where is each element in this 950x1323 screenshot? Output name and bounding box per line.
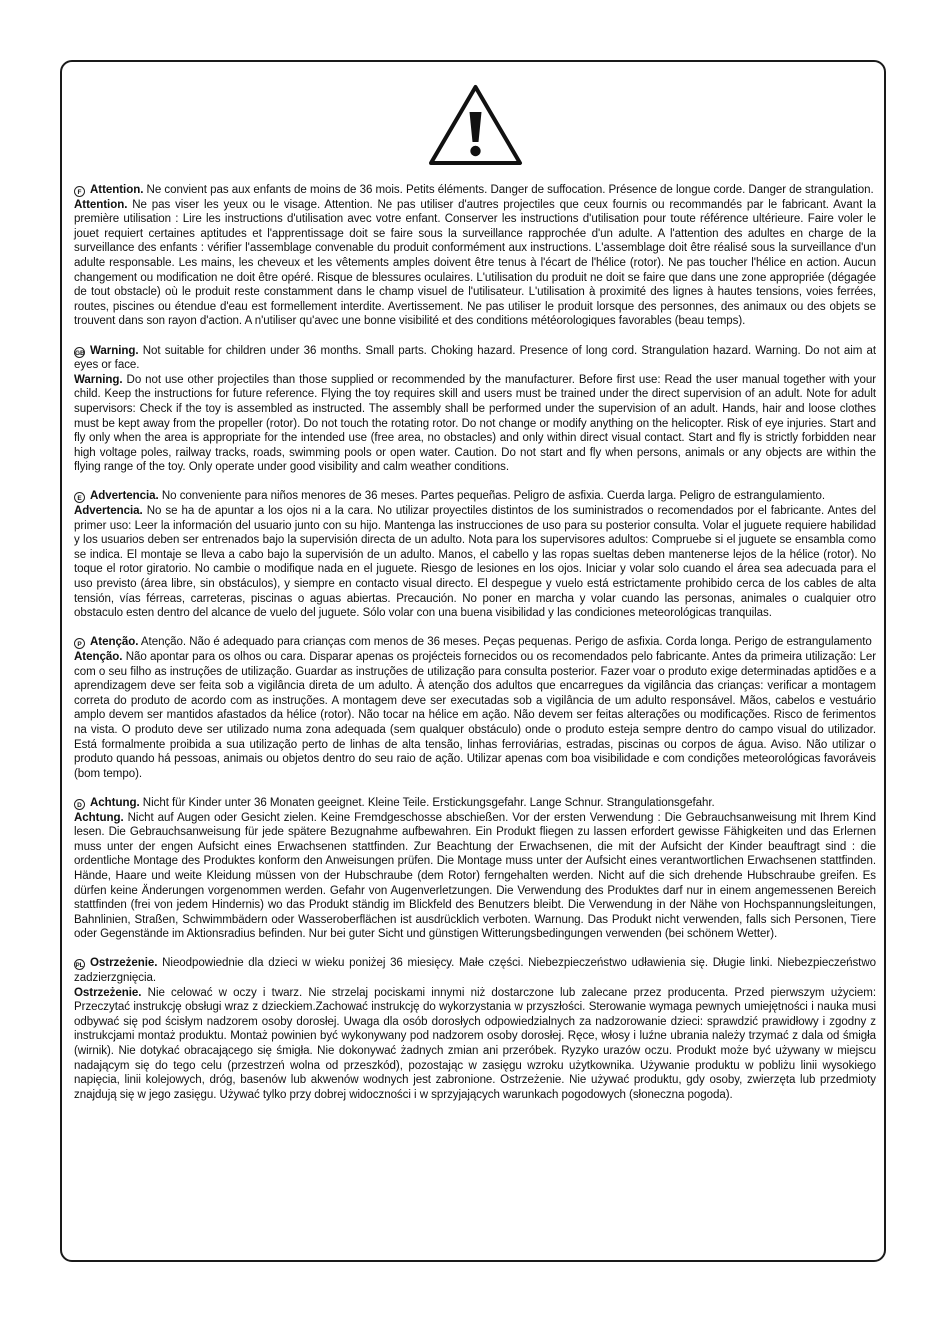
paragraph bbox=[74, 956, 876, 985]
warning-heading: Warning. bbox=[90, 344, 139, 357]
paragraph bbox=[74, 796, 876, 811]
warning-heading: Achtung. bbox=[74, 811, 124, 824]
lang-badge: PL bbox=[74, 959, 85, 970]
warning-heading: Warning. bbox=[74, 373, 123, 386]
lang-badge: P bbox=[74, 638, 85, 649]
warning-heading: Atenção. bbox=[90, 636, 139, 649]
warning-text: Nieodpowiednie dla dzieci w wieku poniżej 36 miesięcy. Małe części. Niebezpieczeństwo udławienia się. Długie linki. Niebezpieczeństwo zadzierzgnięcia. bbox=[74, 957, 876, 985]
warning-text: Nicht auf Augen oder Gesicht zielen. Keine Fremdgeschosse abschießen. Vor der ersten Verwendung : Die Gebrauchsanweisung mit Ihrem Kind lesen. Die Gebrauchsanweisung für jede spätere Bezugnahme aufbewahren. Ein Produkt fliegen zu lassen erfordert gewisse Fähigkeiten und das Erlernen muss unter der engen Aufsicht eines Erwachsenen stattfinden. Zur Beachtung der Erwachsenen, die mit der Aufsicht der Kinder beauftragt sind : die ordentliche Montage des Produktes konform den Anweisungen prüfen. Die Montage muss unter der Aufsicht eines verantwortlichen Erwachsenen stattfinden. Hände, Haare und weite Kleidung müssen von der Hubschraube (dem Rotor) ferngehalten werden. Nicht auf die sich drehende Hubschraube greifen. Es dürfen keine Änderungen vorgenommen werden. Gefahr von Augenverletzungen. Die Verwendung des Produktes darf nur in einem angemessenen Bereich stattfinden (frei von jedem Hindernis) wo das Produkt ständig im Blickfeld des Benutzers bleibt. Die Verwendung in der Nähe von Hochspannungsleitungen, Bahnlinien, Straßen, Schwimmbädern oder Wasseroberflächen ist ausdrücklich verboten. Warnung. Das Produkt nicht verwenden, falls sich Personen, Tiere oder Gegenstände im Aktionsradius befinden. Nur bei guter Sicht und günstigen Witterungsbedingungen verwenden (bei schönem Wetter). bbox=[74, 811, 876, 941]
warning-heading: Attention. bbox=[74, 198, 128, 211]
section-english bbox=[74, 344, 876, 475]
warning-text: Ne pas viser les yeux ou le visage. Attention. Ne pas utiliser d'autres projectiles que ceux fournis ou recommandés par le fabricant. Avant la première utilisation : Lire les instructions d'utilisation avec votre enfant. Conserver les instructions d'utilisation pour toute référence ultérieure. Faire voler le jouet requiert certaines aptitudes et l'apprentissage doit se faire sous la surveillance rapprochée d'un adulte. A l'attention des adultes en charge de la surveillance des enfants : vérifier l'assemblage convenable du produit conformément aux instructions. L'assemblage doit être réalisé sous la surveillance d'un adulte responsable. Les mains, les cheveux et les vêtements amples doivent être tenus à l'écart de l'hélice (rotor). Ne pas toucher l'hélice en action. Aucun changement ou modification ne doit être opéré. Risque de blessures oculaires. L'utilisation du produit ne doit se faire que dans une zone appropriée (dégagée de tout obstacle) où le produit reste constamment dans le champ visuel de l'utilisateur. L'utilisation à proximité des lignes à hautes tensions, voies ferrées, routes, piscines ou étendue d'eau est formellement interdite. Avertissement. Ne pas utiliser le produit lorsque des personnes, des animaux ou des objets se trouvent dans son rayon d'action. A n'utiliser qu'avec une bonne visibilité et des conditions météorologiques favorables (beau temps). bbox=[74, 198, 876, 328]
warning-text: Nie celować w oczy i twarz. Nie strzelaj pociskami innymi niż dostarczone lub zalecane przez producenta. Przed pierwszym użyciem: Przeczytać instrukcję obsługi wraz z dzieckiem.Zachować instrukcję do wykorzystania w przyszłości. Sterowanie wymaga pewnych umiejętności i nauka musi odbywać się pod ścisłym nadzorem osoby dorosłej. Uwaga dla osób dorosłych odpowiedzialnych za nadzorowanie dzieci: sprawdzić prawidłowy i zgodny z instrukcjami montaż produktu. Montaż powinien być wykonywany pod nadzorem osoby dorosłej. Ręce, włosy i luźne ubrania należy trzymać z dala od śmigła (wirnik). Nie dotykać obracającego się śmigła. Nie dokonywać żadnych zmian ani przeróbek. Ryzyko urazów oczu. Produkt może być używany w miejscu nadającym się do tego celu (przestrzeń wolna od przeszkód), pozostając w zasięgu wzroku użytkownika. Używanie produktu w pobliżu linii wysokiego napięcia, linii kolejowych, dróg, basenów lub akwenów wodnych jest zabronione. Ostrzeżenie. Nie używać produktu, gdy osoby, zwierzęta lub przedmioty znajdują się w jego zasięgu. Używać tylko przy dobrej widoczności i w sprzyjających warunkach pogodowych (słoneczna pogoda). bbox=[74, 986, 876, 1101]
warning-text: Não apontar para os olhos ou cara. Disparar apenas os projécteis fornecidos ou os recomendados pelo fabricante. Antes da primeira utilização: Ler com o seu filho as instruções de utilização. Guardar as instruções de utilização para consulta posterior. Fazer voar o produto exige determinadas aptidões e a aprendizagem deve ser feita sob a vigilância direta de um adulto. À atenção dos adultos que encarregues da vigilância das crianças: verificar a montagem correta do produto de acordo com as instruções. A montagem deve ser executadas sob a vigilância de um adulto responsável. Mãos, cabelos e vestuário amplo devem ser mantidos afastados da hélice (rotor). Não tocar na hélice em ação. Não devem ser feitas alterações ou modificações. Risco de ferimentos na vista. O produto deve ser utilizado numa zona adequada (sem qualquer obstáculo) onde o produto esteja sempre dentro do campo visual do utilizador. Está formalmente proibida a sua utilização perto de linhas de alta tensão, linhas ferroviárias, estradas, piscinas ou corpos de água. Aviso. Não utilizar o produto quando há pessoas, animais ou objetos dentro do seu raio de ação. Utilizar apenas com boa visibilidade e com condições meteorológicas favoráveis (bom tempo). bbox=[74, 651, 876, 780]
warning-text-block bbox=[74, 183, 876, 1117]
warning-heading: Advertencia. bbox=[74, 505, 143, 518]
warning-heading: Achtung. bbox=[90, 796, 140, 809]
paragraph bbox=[74, 635, 876, 650]
paragraph bbox=[74, 489, 876, 504]
warning-triangle-icon bbox=[428, 84, 523, 166]
warning-text: Atenção. Não é adequado para crianças com menos de 36 meses. Peças pequenas. Perigo de asfixia. Corda longa. Perigo de estrangulamento bbox=[138, 636, 872, 649]
lang-badge: F bbox=[74, 186, 85, 197]
paragraph bbox=[74, 986, 876, 1103]
warning-heading: Ostrzeżenie. bbox=[90, 957, 158, 970]
section-french bbox=[74, 183, 876, 329]
warning-heading: Atenção. bbox=[74, 651, 123, 663]
warning-heading: Ostrzeżenie. bbox=[74, 986, 142, 999]
paragraph bbox=[74, 198, 876, 329]
paragraph bbox=[74, 344, 876, 373]
paragraph bbox=[74, 811, 876, 942]
warning-heading: Attention. bbox=[90, 184, 144, 196]
warning-text: Do not use other projectiles than those supplied or recommended by the manufacturer. Before first use: Read the user manual together with your child. Keep the instructions for future reference. Flying the toy requires skill and users must be trained under the direct supervision of an adult. Note for adult supervisors: Check if the toy is assembled as instructed. The assembly shall be performed under the supervision of an adult. Hands, hair and loose clothes must be kept away from the propeller (rotor). Do not touch the rotating rotor. Do not change or modify anything on the helicopter. Risk of eye injuries. Start and fly only when the area is appropriate for the intended use (free area, no obstacles) and only within direct visual contact. Start and fly is strictly forbidden near high voltage poles, railway tracks, roads, swimming pools or open water. Caution. Do not start and fly when persons, animals or any objects are within the flying range of the toy. Only operate under good visibility and calm weather conditions. bbox=[74, 373, 876, 474]
warning-heading: Advertencia. bbox=[90, 490, 159, 503]
paragraph bbox=[74, 373, 876, 475]
warning-text: Ne convient pas aux enfants de moins de 36 mois. Petits éléments. Danger de suffocation. Présence de longue corde. Danger de strangulation. bbox=[143, 184, 874, 196]
section-spanish bbox=[74, 489, 876, 620]
paragraph bbox=[74, 650, 876, 781]
paragraph bbox=[74, 504, 876, 621]
warning-text: No conveniente para niños menores de 36 meses. Partes pequeñas. Peligro de asfixia. Cuerda larga. Peligro de estrangulamiento. bbox=[158, 490, 826, 503]
lang-badge: E bbox=[74, 492, 85, 503]
warning-text: Nicht für Kinder unter 36 Monaten geeignet. Kleine Teile. Erstickungsgefahr. Lange Schnur. Strangulationsgefahr. bbox=[139, 796, 715, 809]
lang-badge: GB bbox=[74, 347, 85, 358]
section-german bbox=[74, 796, 876, 942]
warning-text: No se ha de apuntar a los ojos ni a la cara. No utilizar proyectiles distintos de los suministrados o recomendados por el fabricante. Antes del primer uso: Leer la información del usuario junto con su hijo. Mantenga las instrucciones de uso para su posterior consulta. Volar el juguete requiere habilidad y los usuarios deben ser entrenados bajo la supervisión directa de un adulto. Nota para los supervisores adultos: Compruebe si el juguete se ensambla como se indica. El montaje se lleva a cabo bajo la supervisión de un adulto. Manos, el cabello y las ropas sueltas deben mantenerse lejos de la hélice (rotor). No toque el rotor giratorio. No cambie o modifique nada en el juguete. Riesgo de lesiones en los ojos. Iniciar y volar solo cuando el área sea adecuada para el uso previsto (área libre, sin obstáculos), y siempre en contacto visual directo. El despegue y vuelo está estrictamente prohibido cerca de los cables de alta tensión, vías férreas, carreteras, piscinas o aguas abiertas. Precaución. No poner en marcha y volar cuando las personas, animales o cualquier otro obstaculo esten dentro del alcance de vuelo del juguete. Sólo volar con una buena visibilidad y las condiciones meteorológicas tranquilas. bbox=[74, 505, 876, 620]
lang-badge: D bbox=[74, 799, 85, 810]
section-portuguese bbox=[74, 635, 876, 781]
section-polish bbox=[74, 956, 876, 1102]
warning-text: Not suitable for children under 36 months. Small parts. Choking hazard. Presence of long cord. Strangulation hazard. Warning. Do not aim at eyes or face. bbox=[74, 344, 876, 372]
paragraph bbox=[74, 183, 876, 198]
